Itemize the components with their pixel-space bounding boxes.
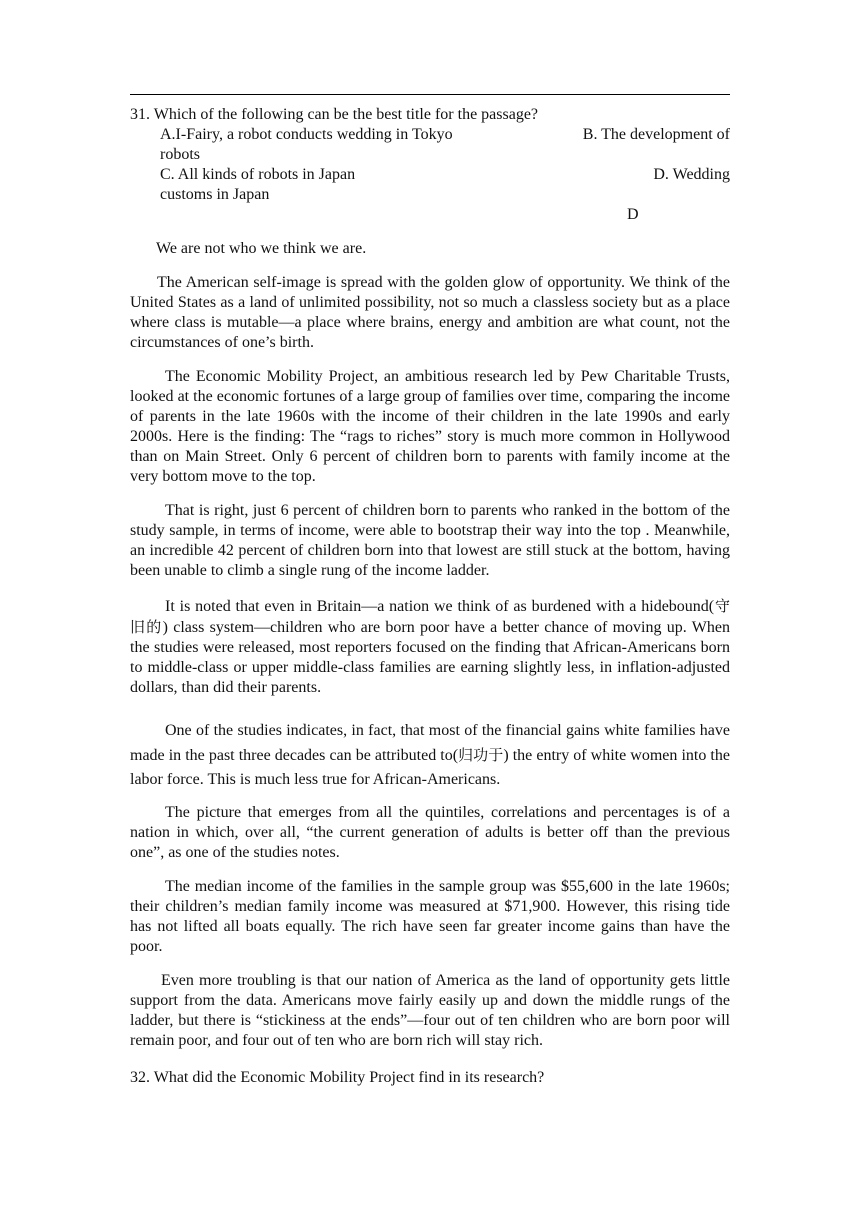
option-d: D. Wedding <box>653 166 730 183</box>
paragraph-6 <box>130 803 730 863</box>
paragraph-1-text: The American self-image is spread with the golden glow of opportunity. We think of the United States as a land of unlimited possibility, not so much a classless society but as a place where class is mutable—a place where brains, energy and ambition are what count, not the circumstances of one’s birth. <box>130 274 730 351</box>
option-d-continued: customs in Japan <box>160 186 270 203</box>
paragraph-1 <box>130 273 730 353</box>
paragraph-8-text: Even more troubling is that our nation of America as the land of opportunity gets little support from the data. Americans move fairly easily up and down the middle rungs of the ladder, but there is “stickiness at the ends”—four out of ten children who are born poor will remain poor, and four out of ten who are born rich will stay rich. <box>130 972 730 1049</box>
question-31-stem: 31. Which of the following can be the best title for the passage? <box>130 106 539 123</box>
option-a: A.I-Fairy, a robot conducts wedding in Tokyo <box>160 126 453 143</box>
section-letter: D <box>627 206 639 223</box>
header-rule <box>130 94 730 95</box>
question-32-stem: 32. What did the Economic Mobility Project find in its research? <box>130 1069 545 1086</box>
paragraph-2 <box>130 367 730 487</box>
options-row-cd <box>130 165 730 185</box>
paragraph-2-text: The Economic Mobility Project, an ambitious research led by Pew Charitable Trusts, looked at the economic fortunes of a large group of families over time, comparing the income of parents in the late 1960s with the income of their children in the late 1990s and early 2000s. Here is the finding: The “rags to riches” story is much more common in Hollywood than on Main Street. Only 6 percent of children born to parents with family income at the very bottom move to the top. <box>130 368 730 485</box>
question-31 <box>130 105 730 205</box>
paragraph-3 <box>130 501 730 581</box>
paragraph-8 <box>130 971 730 1051</box>
paragraph-5 <box>130 719 730 792</box>
option-b-continued: robots <box>160 146 200 163</box>
options-row-ab <box>130 125 730 145</box>
paragraph-6-text: The picture that emerges from all the quintiles, correlations and percentages is of a nation in which, over all, “the current generation of adults is better off than the previous one”, as one of the studies notes. <box>130 804 730 861</box>
chinese-gloss-attributed: 归功于 <box>458 746 504 764</box>
passage-title: We are not who we think we are. <box>156 240 367 257</box>
option-b: B. The development of <box>582 126 730 143</box>
paragraph-4-text: It is noted that even in Britain—a nation we think of as burdened with a hidebound(守旧的) class system—children who are born poor have a better chance of moving up. When the studies were released, most reporters focused on the finding that African-Americans born to middle-class or upper middle-class families are earning slightly less, in inflation-adjusted dollars, than did their parents. <box>130 597 730 696</box>
paragraph-3-text: That is right, just 6 percent of children born to parents who ranked in the bottom of the study sample, in terms of income, were able to bootstrap their way into the top . Meanwhile, an incredible 42 percent of children born into that lowest are still stuck at the bottom, having been unable to climb a single rung of the income ladder. <box>130 502 730 579</box>
paragraph-4 <box>130 596 730 698</box>
paragraph-7-text: The median income of the families in the sample group was $55,600 in the late 1960s; their children’s median family income was measured at $71,900. However, this rising tide has not lifted all boats equally. The rich have seen far greater income gains than have the poor. <box>130 878 730 955</box>
paragraph-5-text: One of the studies indicates, in fact, that most of the financial gains white families have made in the past three decades can be attributed to(归功于) the entry of white women into the labor force. This is much less true for African-Americans. <box>130 722 730 788</box>
option-c: C. All kinds of robots in Japan <box>160 166 356 183</box>
chinese-gloss-hidebound: 守旧的 <box>130 597 730 636</box>
paragraph-7 <box>130 877 730 957</box>
